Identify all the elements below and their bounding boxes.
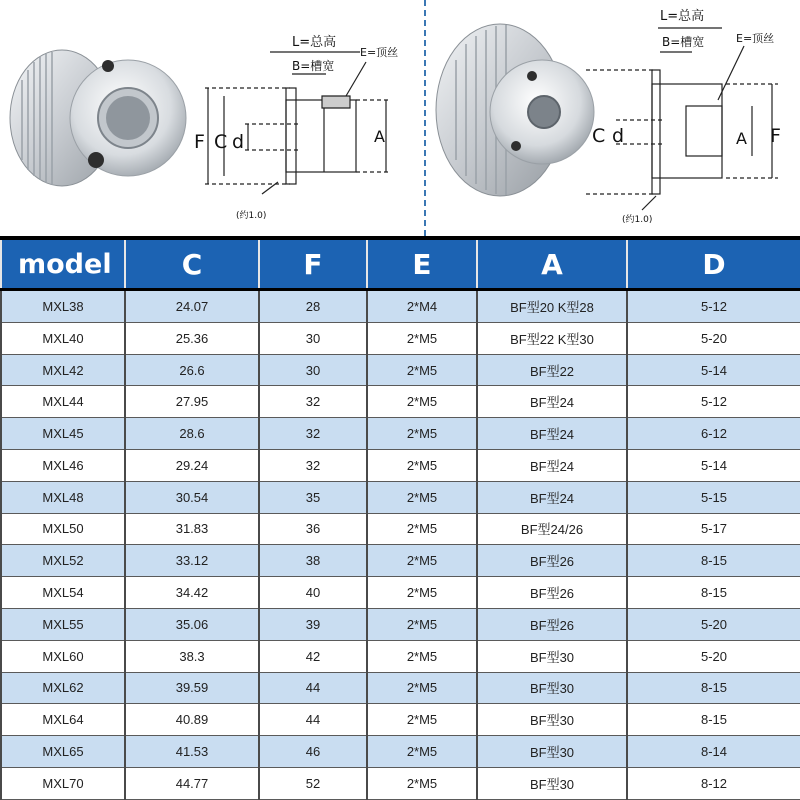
table-row	[1, 545, 800, 577]
cell-f: 30	[259, 322, 367, 354]
cell-d: 5-20	[627, 640, 800, 672]
cell-d: 8-15	[627, 704, 800, 736]
technical-drawing-right	[586, 28, 778, 210]
pulley-photo-right	[436, 24, 594, 196]
table-row	[1, 481, 800, 513]
label-b-left: B=槽宽	[292, 59, 335, 73]
table-row	[1, 736, 800, 768]
table-row	[1, 704, 800, 736]
pulley-drawing-right	[426, 0, 800, 236]
label-a-left: A	[374, 127, 385, 146]
cell-f: 28	[259, 290, 367, 323]
label-d-left: d	[232, 131, 245, 153]
label-l-left: L=总高	[292, 35, 337, 50]
cell-c: 35.06	[125, 608, 259, 640]
header-c: C	[125, 238, 259, 290]
label-approx-right: (约1.0)	[622, 215, 653, 225]
cell-f: 36	[259, 513, 367, 545]
table-row	[1, 386, 800, 418]
label-e-left: E=顶丝	[360, 46, 399, 59]
cell-d: 5-15	[627, 481, 800, 513]
cell-c: 30.54	[125, 481, 259, 513]
cell-f: 44	[259, 672, 367, 704]
cell-a: BF型20 K型28	[477, 290, 627, 323]
cell-model: MXL60	[1, 640, 125, 672]
cell-f: 32	[259, 418, 367, 450]
table-row	[1, 450, 800, 482]
cell-model: MXL40	[1, 322, 125, 354]
cell-c: 41.53	[125, 736, 259, 768]
table-header-row	[1, 238, 800, 290]
cell-e: 2*M5	[367, 608, 477, 640]
cell-model: MXL52	[1, 545, 125, 577]
cell-model: MXL44	[1, 386, 125, 418]
label-e-right: E=顶丝	[736, 32, 775, 45]
cell-model: MXL42	[1, 354, 125, 386]
label-f-left: F	[194, 131, 205, 153]
cell-f: 46	[259, 736, 367, 768]
cell-e: 2*M5	[367, 577, 477, 609]
label-approx-left: (约1.0)	[236, 211, 267, 221]
cell-model: MXL50	[1, 513, 125, 545]
cell-d: 5-17	[627, 513, 800, 545]
table-body	[1, 290, 800, 800]
cell-a: BF型30	[477, 640, 627, 672]
cell-e: 2*M5	[367, 672, 477, 704]
cell-c: 28.6	[125, 418, 259, 450]
cell-f: 30	[259, 354, 367, 386]
cell-c: 29.24	[125, 450, 259, 482]
header-e: E	[367, 238, 477, 290]
cell-d: 8-14	[627, 736, 800, 768]
cell-d: 8-15	[627, 577, 800, 609]
cell-d: 8-12	[627, 767, 800, 799]
cell-c: 44.77	[125, 767, 259, 799]
cell-d: 5-14	[627, 450, 800, 482]
cell-f: 52	[259, 767, 367, 799]
cell-c: 33.12	[125, 545, 259, 577]
cell-model: MXL70	[1, 767, 125, 799]
header-d: D	[627, 238, 800, 290]
cell-model: MXL45	[1, 418, 125, 450]
cell-c: 40.89	[125, 704, 259, 736]
product-diagrams	[0, 0, 800, 236]
cell-d: 5-14	[627, 354, 800, 386]
cell-a: BF型24	[477, 450, 627, 482]
cell-f: 35	[259, 481, 367, 513]
cell-e: 2*M5	[367, 450, 477, 482]
cell-e: 2*M5	[367, 736, 477, 768]
cell-f: 40	[259, 577, 367, 609]
cell-c: 34.42	[125, 577, 259, 609]
label-b-right: B=槽宽	[662, 35, 705, 49]
cell-model: MXL38	[1, 290, 125, 323]
cell-e: 2*M5	[367, 354, 477, 386]
cell-c: 25.36	[125, 322, 259, 354]
cell-c: 38.3	[125, 640, 259, 672]
table-row	[1, 640, 800, 672]
table-row	[1, 354, 800, 386]
cell-model: MXL48	[1, 481, 125, 513]
label-c-right: C	[592, 125, 606, 147]
table-row	[1, 418, 800, 450]
diagram-panel-right	[426, 0, 800, 236]
cell-a: BF型30	[477, 704, 627, 736]
cell-f: 44	[259, 704, 367, 736]
cell-c: 24.07	[125, 290, 259, 323]
cell-c: 39.59	[125, 672, 259, 704]
cell-e: 2*M5	[367, 418, 477, 450]
diagram-panel-left	[0, 0, 424, 236]
cell-e: 2*M5	[367, 322, 477, 354]
cell-model: MXL55	[1, 608, 125, 640]
spec-table	[0, 236, 800, 800]
table-row	[1, 513, 800, 545]
pulley-photo-left	[10, 50, 186, 186]
cell-d: 5-20	[627, 608, 800, 640]
header-a: A	[477, 238, 627, 290]
pulley-drawing-left	[0, 0, 424, 236]
cell-e: 2*M5	[367, 513, 477, 545]
table-row	[1, 767, 800, 799]
cell-f: 39	[259, 608, 367, 640]
cell-d: 8-15	[627, 672, 800, 704]
cell-a: BF型26	[477, 545, 627, 577]
cell-a: BF型30	[477, 736, 627, 768]
cell-e: 2*M5	[367, 545, 477, 577]
table-row	[1, 322, 800, 354]
cell-a: BF型24	[477, 481, 627, 513]
cell-d: 5-12	[627, 386, 800, 418]
cell-f: 42	[259, 640, 367, 672]
cell-a: BF型24/26	[477, 513, 627, 545]
cell-c: 26.6	[125, 354, 259, 386]
cell-f: 32	[259, 450, 367, 482]
cell-model: MXL62	[1, 672, 125, 704]
label-c-left: C	[214, 131, 228, 153]
cell-a: BF型26	[477, 577, 627, 609]
header-f: F	[259, 238, 367, 290]
cell-a: BF型30	[477, 672, 627, 704]
cell-c: 31.83	[125, 513, 259, 545]
cell-a: BF型24	[477, 418, 627, 450]
label-f-right: F	[770, 125, 781, 147]
table-row	[1, 608, 800, 640]
cell-a: BF型22	[477, 354, 627, 386]
cell-e: 2*M5	[367, 704, 477, 736]
cell-a: BF型30	[477, 767, 627, 799]
header-model: model	[1, 238, 125, 290]
cell-a: BF型26	[477, 608, 627, 640]
table-row	[1, 290, 800, 323]
table-row	[1, 577, 800, 609]
cell-model: MXL64	[1, 704, 125, 736]
cell-a: BF型24	[477, 386, 627, 418]
cell-e: 2*M5	[367, 640, 477, 672]
cell-f: 38	[259, 545, 367, 577]
label-d-right: d	[612, 125, 625, 147]
cell-d: 5-20	[627, 322, 800, 354]
cell-model: MXL54	[1, 577, 125, 609]
cell-e: 2*M5	[367, 481, 477, 513]
cell-d: 8-15	[627, 545, 800, 577]
technical-drawing-left	[205, 52, 390, 194]
cell-model: MXL46	[1, 450, 125, 482]
cell-d: 6-12	[627, 418, 800, 450]
cell-a: BF型22 K型30	[477, 322, 627, 354]
label-a-right: A	[736, 129, 747, 148]
cell-d: 5-12	[627, 290, 800, 323]
cell-e: 2*M5	[367, 386, 477, 418]
cell-e: 2*M4	[367, 290, 477, 323]
label-l-right: L=总高	[660, 9, 705, 24]
cell-model: MXL65	[1, 736, 125, 768]
table-row	[1, 672, 800, 704]
cell-e: 2*M5	[367, 767, 477, 799]
cell-f: 32	[259, 386, 367, 418]
cell-c: 27.95	[125, 386, 259, 418]
